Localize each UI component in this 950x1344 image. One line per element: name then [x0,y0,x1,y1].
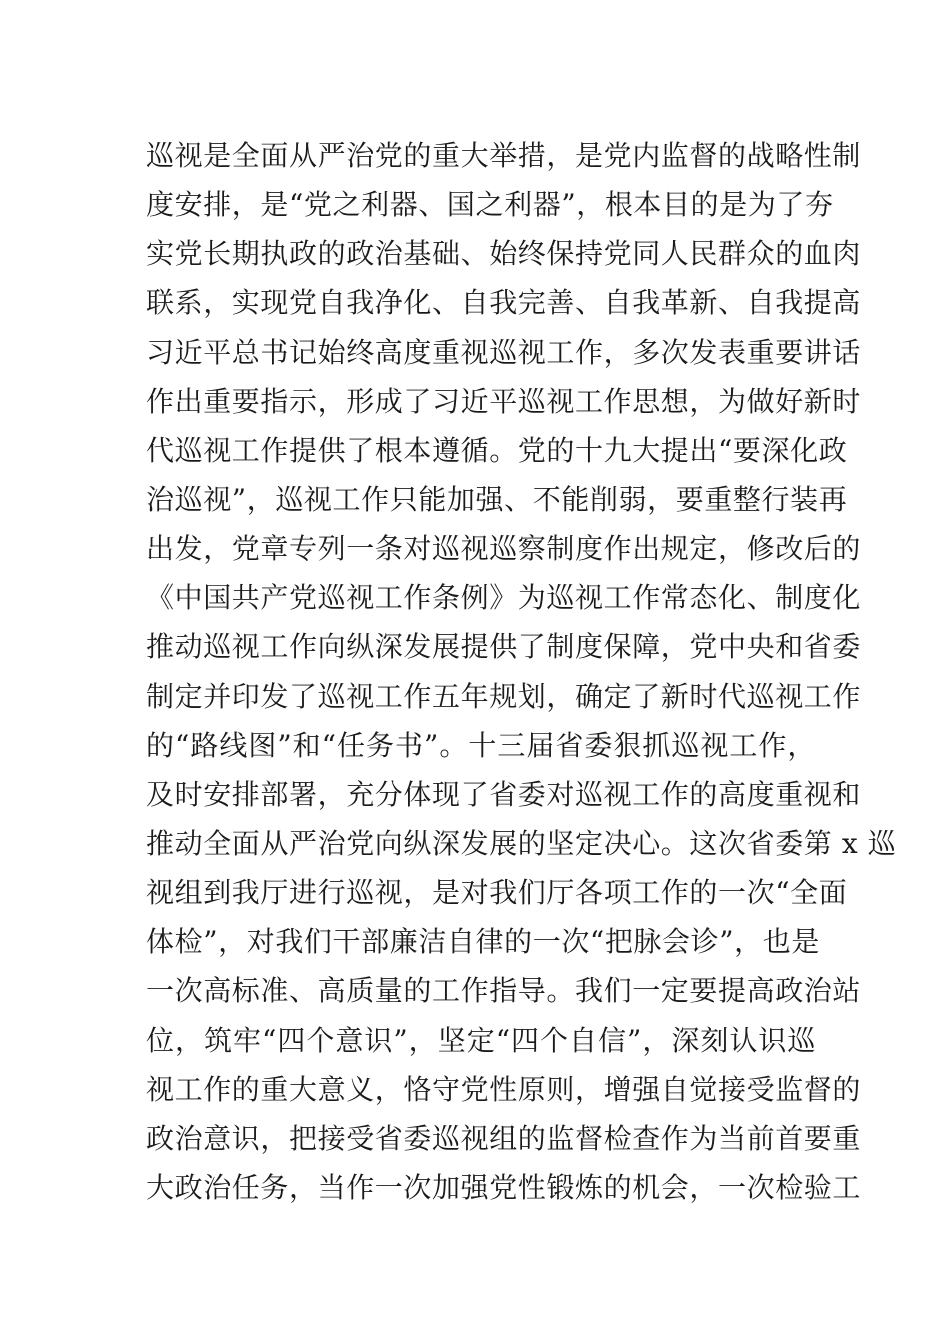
text-line: 一次高标准、高质量的工作指导。我们一定要提高政治站 [146,974,862,1008]
text-line: 习近平总书记始终高度重视巡视工作，多次发表重要讲话 [146,335,862,369]
text-line: 政治意识，把接受省委巡视组的监督检查作为当前首要重 [146,1121,862,1155]
body-text [146,131,897,1212]
text-line: 大政治任务，当作一次加强党性锻炼的机会，一次检验工 [146,1170,862,1204]
text-line: 出发，党章专列一条对巡视巡察制度作出规定，修改后的 [146,532,862,566]
text-line: 联系，实现党自我净化、自我完善、自我革新、自我提高 [146,286,862,320]
text-line: 推动巡视工作向纵深发展提供了制度保障，党中央和省委 [146,630,862,664]
text-line: 治巡视”，巡视工作只能加强、不能削弱，要重整行装再 [146,482,848,516]
text-line: 《中国共产党巡视工作条例》为巡视工作常态化、制度化 [146,581,862,615]
text-line: 视工作的重大意义，恪守党性原则，增强自觉接受监督的 [146,1072,862,1106]
text-line: 度安排，是“党之利器、国之利器”，根本目的是为了夯 [146,188,834,222]
text-line: 体检”，对我们干部廉洁自律的一次“把脉会诊”，也是 [146,925,820,959]
text-line: 视组到我厅进行巡视，是对我们厅各项工作的一次“全面 [146,876,848,910]
text-line: 代巡视工作提供了根本遵循。党的十九大提出“要深化政 [146,433,848,467]
text-line: 实党长期执政的政治基础、始终保持党同人民群众的血肉 [146,237,862,271]
text-line: 及时安排部署，充分体现了省委对巡视工作的高度重视和 [146,777,862,811]
text-line: 巡视是全面从严治党的重大举措，是党内监督的战略性制 [146,139,862,172]
text-line: 推动全面从严治党向纵深发展的坚定决心。这次省委第 x 巡 [146,826,897,860]
text-line: 位，筑牢“四个意识”，坚定“四个自信”，深刻认识巡 [146,1023,816,1057]
text-line: 制定并印发了巡视工作五年规划，确定了新时代巡视工作 [146,679,862,713]
text-line: 的“路线图”和“任务书”。十三届省委狠抓巡视工作， [146,728,816,762]
text-line: 作出重要指示，形成了习近平巡视工作思想，为做好新时 [146,384,862,418]
